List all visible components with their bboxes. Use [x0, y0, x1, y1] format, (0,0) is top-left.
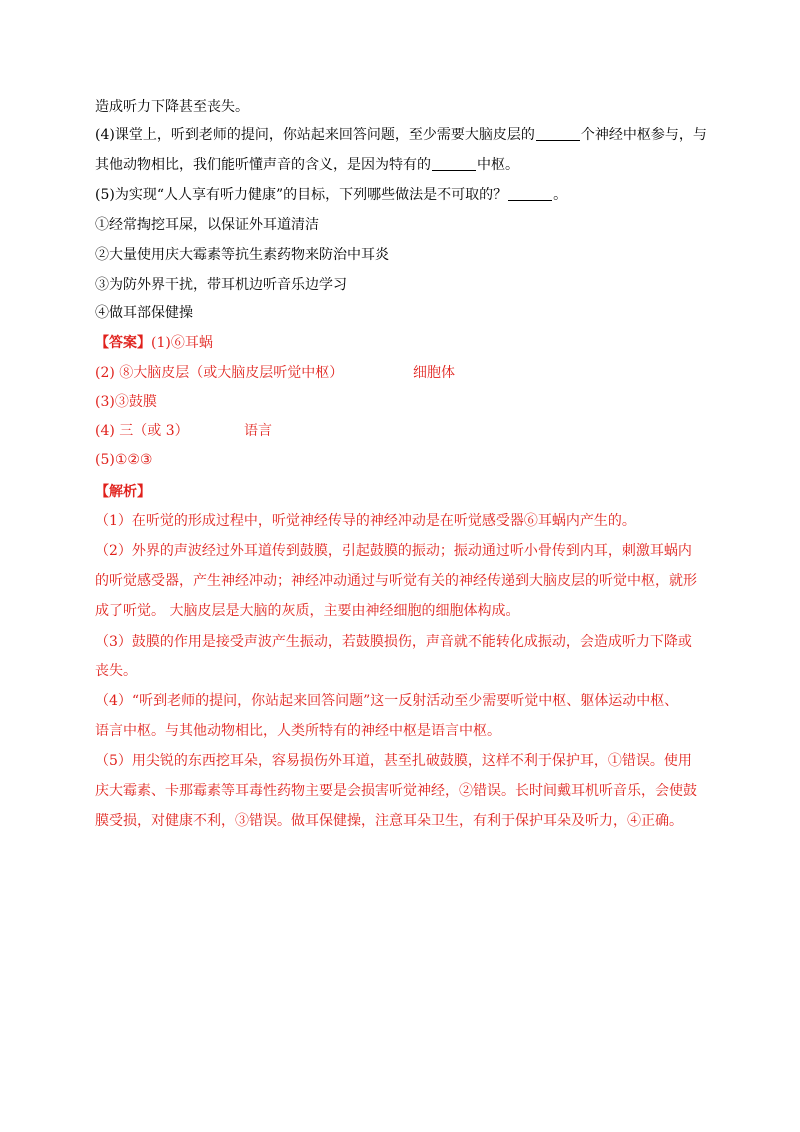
question-4-line-1: [95, 125, 707, 145]
analysis-line: （3）鼓膜的作用是接受声波产生振动，若鼓膜损伤，声音就不能转化成振动，会造成听力下降或: [95, 634, 692, 650]
option-1: ①经常掏挖耳屎，以保证外耳道清洁: [95, 217, 319, 233]
answer-label: 【答案】: [95, 335, 151, 351]
question-5-text: (5)为实现“人人享有听力健康”的目标，下列哪些做法是不可取的？: [95, 187, 508, 203]
analysis-line: （5）用尖锐的东西挖耳朵，容易损伤外耳道，甚至扎破鼓膜，这样不利于保护耳，①错误。使用: [95, 753, 692, 769]
analysis-label: 【解析】: [95, 484, 151, 500]
analysis-line: 的听觉感受器，产生神经冲动；神经冲动通过与听觉有关的神经传递到大脑皮层的听觉中枢，就形: [95, 573, 697, 589]
answer-2a: (2) ⑧大脑皮层（或大脑皮层听觉中枢）: [95, 365, 344, 381]
analysis-line: 膜受损，对健康不利，③错误。做耳保健操，注意耳朵卫生，有利于保护耳朵及听力，④正确。: [95, 813, 683, 829]
question-4-line-2: [95, 155, 519, 175]
question-4-text-d: 中枢。: [477, 157, 519, 173]
question-5-stem: [95, 185, 567, 205]
answer-line-1: [95, 333, 213, 353]
option-3: ③为防外界干扰，带耳机边听音乐边学习: [95, 277, 347, 293]
question-4-text-c: 其他动物相比，我们能听懂声音的含义，是因为特有的: [95, 157, 431, 173]
option-4: ④做耳部保健操: [95, 305, 193, 321]
answer-blank: [432, 156, 476, 171]
answer-blank: [536, 126, 580, 141]
analysis-line: 庆大霉素、卡那霉素等耳毒性药物主要是会损害听觉神经，②错误。长时间戴耳机听音乐，会使鼓: [95, 783, 697, 799]
analysis-line: 丧失。: [95, 663, 137, 679]
question-4-text-a: (4)课堂上，听到老师的提问，你站起来回答问题，至少需要大脑皮层的: [95, 127, 535, 143]
answer-4b: 语言: [244, 423, 272, 439]
answer-line-2: [95, 363, 455, 383]
question-5-end: 。: [553, 187, 568, 203]
answer-5: (5)①②③: [95, 452, 153, 468]
answer-4a: (4) 三（或 3）: [95, 423, 189, 439]
answer-1: (1)⑥耳蜗: [151, 335, 213, 351]
answer-3: (3)③鼓膜: [95, 394, 157, 410]
answer-2b: 细胞体: [413, 365, 455, 381]
question-4-text-b: 个神经中枢参与，与: [580, 127, 707, 143]
analysis-line: （2）外界的声波经过外耳道传到鼓膜，引起鼓膜的振动；振动通过听小骨传到内耳，刺激耳蜗内: [95, 543, 692, 559]
analysis-line: （4）“听到老师的提问，你站起来回答问题”这一反射活动至少需要听觉中枢、躯体运动中枢、: [95, 693, 679, 709]
answer-blank: [508, 186, 552, 201]
analysis-line: 语言中枢。与其他动物相比，人类所特有的神经中枢是语言中枢。: [95, 723, 501, 739]
question-line-0: 造成听力下降甚至丧失。: [95, 99, 249, 115]
option-2: ②大量使用庆大霉素等抗生素药物来防治中耳炎: [95, 247, 389, 263]
analysis-line: 成了听觉。 大脑皮层是大脑的灰质，主要由神经细胞的细胞体构成。: [95, 603, 520, 619]
analysis-line: （1）在听觉的形成过程中，听觉神经传导的神经冲动是在听觉感受器⑥耳蜗内产生的。: [95, 513, 636, 529]
answer-line-4: [95, 421, 272, 441]
